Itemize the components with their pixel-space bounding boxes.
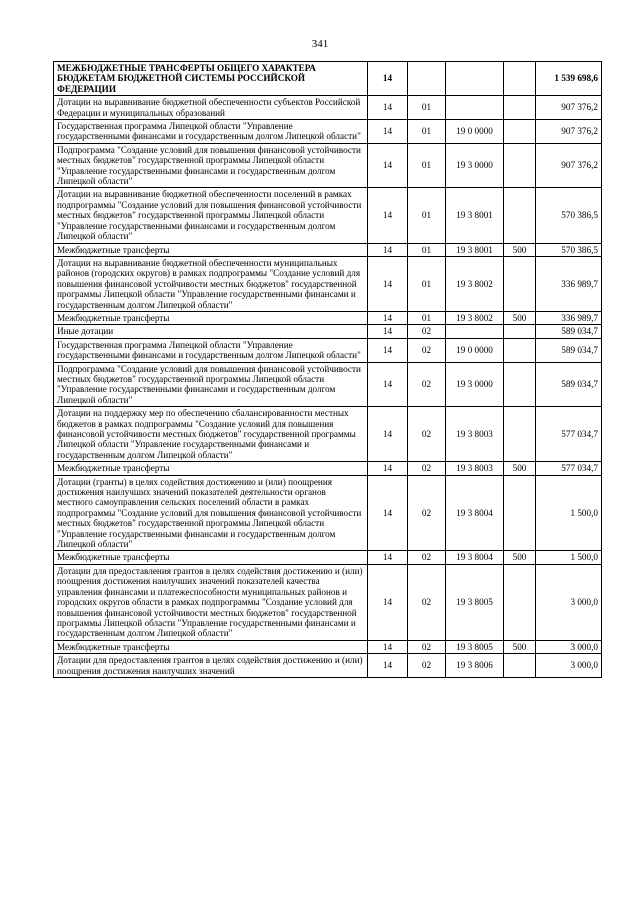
- row-expense-type: 500: [504, 243, 536, 256]
- row-amount: 3 000,0: [536, 564, 602, 640]
- row-amount: 1 500,0: [536, 475, 602, 551]
- row-expense-type: [504, 338, 536, 362]
- row-section: 14: [368, 551, 408, 564]
- row-amount: 589 034,7: [536, 325, 602, 338]
- row-expense-type: [504, 325, 536, 338]
- row-section: 14: [368, 96, 408, 120]
- row-subsection: 02: [408, 551, 446, 564]
- row-section: 14: [368, 407, 408, 462]
- row-expense-type: 500: [504, 640, 536, 653]
- table-row: [54, 256, 602, 311]
- row-section: 14: [368, 243, 408, 256]
- table-row: [54, 188, 602, 243]
- row-target-article: 19 3 8002: [446, 311, 504, 324]
- row-name: Дотации для предоставления грантов в целях содействия достижению и (или) поощрения достижения наилучших значений: [54, 654, 368, 678]
- budget-table: [53, 61, 602, 678]
- row-name: Подпрограмма "Создание условий для повышения финансовой устойчивости местных бюджетов" государственной программы Липецкой области "Управление государственными финансами и государственным долгом Липецкой области": [54, 143, 368, 188]
- row-section: 14: [368, 640, 408, 653]
- row-subsection: 02: [408, 640, 446, 653]
- row-target-article: 19 3 8002: [446, 256, 504, 311]
- row-expense-type: [504, 62, 536, 96]
- row-expense-type: 500: [504, 462, 536, 475]
- row-name: Межбюджетные трансферты: [54, 640, 368, 653]
- row-target-article: 19 0 0000: [446, 120, 504, 144]
- row-section: 14: [368, 143, 408, 188]
- row-amount: 907 376,2: [536, 96, 602, 120]
- row-name: Подпрограмма "Создание условий для повышения финансовой устойчивости местных бюджетов" государственной программы Липецкой области "Управление государственными финансами и государственным долгом Липецкой области": [54, 362, 368, 407]
- row-target-article: 19 3 8001: [446, 188, 504, 243]
- row-expense-type: [504, 362, 536, 407]
- row-section: 14: [368, 564, 408, 640]
- row-subsection: 01: [408, 311, 446, 324]
- row-amount: 577 034,7: [536, 462, 602, 475]
- row-section: 14: [368, 120, 408, 144]
- row-section: 14: [368, 475, 408, 551]
- row-name: Межбюджетные трансферты: [54, 311, 368, 324]
- row-name: Дотации на поддержку мер по обеспечению сбалансированности местных бюджетов в рамках подпрограммы "Создание условий для повышения финансовой устойчивости местных бюджетов" государственной программы Липецкой области "Управление государственными финансами и государственным долгом Липецкой области": [54, 407, 368, 462]
- row-target-article: 19 3 8003: [446, 407, 504, 462]
- row-expense-type: 500: [504, 551, 536, 564]
- row-name: Межбюджетные трансферты: [54, 551, 368, 564]
- row-expense-type: [504, 120, 536, 144]
- row-amount: 570 386,5: [536, 188, 602, 243]
- row-subsection: 01: [408, 256, 446, 311]
- row-target-article: [446, 96, 504, 120]
- table-row: [54, 311, 602, 324]
- table-row: [54, 475, 602, 551]
- row-subsection: 02: [408, 654, 446, 678]
- row-name: Дотации на выравнивание бюджетной обеспеченности субъектов Российской Федерации и муниципальных образований: [54, 96, 368, 120]
- table-row: [54, 243, 602, 256]
- row-expense-type: [504, 96, 536, 120]
- table-row: [54, 143, 602, 188]
- row-section: 14: [368, 654, 408, 678]
- row-section: 14: [368, 62, 408, 96]
- row-target-article: 19 3 8005: [446, 564, 504, 640]
- row-amount: 336 989,7: [536, 256, 602, 311]
- row-subsection: 02: [408, 338, 446, 362]
- row-name: Иные дотации: [54, 325, 368, 338]
- row-name: Дотации на выравнивание бюджетной обеспеченности муниципальных районов (городских округов) в рамках подпрограммы "Создание условий для повышения финансовой устойчивости местных бюджетов" государственной программы Липецкой области "Управление государственными финансами и государственным долгом Липецкой области": [54, 256, 368, 311]
- row-target-article: 19 3 8006: [446, 654, 504, 678]
- row-amount: 336 989,7: [536, 311, 602, 324]
- table-row: [54, 96, 602, 120]
- section-header-row: [54, 62, 602, 96]
- row-subsection: 02: [408, 475, 446, 551]
- row-expense-type: [504, 407, 536, 462]
- row-amount: 1 500,0: [536, 551, 602, 564]
- row-amount: 907 376,2: [536, 143, 602, 188]
- row-name: Межбюджетные трансферты: [54, 462, 368, 475]
- row-target-article: 19 3 8004: [446, 551, 504, 564]
- row-name: Государственная программа Липецкой области "Управление государственными финансами и государственным долгом Липецкой области": [54, 120, 368, 144]
- row-section: 14: [368, 362, 408, 407]
- row-subsection: 01: [408, 96, 446, 120]
- row-subsection: 02: [408, 325, 446, 338]
- row-expense-type: [504, 564, 536, 640]
- table-row: [54, 325, 602, 338]
- table-row: [54, 120, 602, 144]
- row-subsection: 01: [408, 120, 446, 144]
- row-amount: 577 034,7: [536, 407, 602, 462]
- row-target-article: 19 3 8004: [446, 475, 504, 551]
- row-amount: 907 376,2: [536, 120, 602, 144]
- row-subsection: 02: [408, 407, 446, 462]
- row-expense-type: [504, 188, 536, 243]
- row-section: 14: [368, 338, 408, 362]
- row-amount: 3 000,0: [536, 654, 602, 678]
- table-row: [54, 462, 602, 475]
- row-amount: 1 539 698,6: [536, 62, 602, 96]
- row-section: 14: [368, 325, 408, 338]
- row-target-article: 19 3 8001: [446, 243, 504, 256]
- row-name: Дотации (гранты) в целях содействия достижению и (или) поощрения достижения наилучших значений показателей деятельности органов местного самоуправления сельских поселений области в рамках подпрограммы "Создание условий для повышения финансовой устойчивости местных бюджетов" государственной программы Липецкой области "Управление государственными финансами и государственным долгом Липецкой области": [54, 475, 368, 551]
- row-name: МЕЖБЮДЖЕТНЫЕ ТРАНСФЕРТЫ ОБЩЕГО ХАРАКТЕРА БЮДЖЕТАМ БЮДЖЕТНОЙ СИСТЕМЫ РОССИЙСКОЙ ФЕДЕРАЦИИ: [54, 62, 368, 96]
- row-section: 14: [368, 256, 408, 311]
- page-number: 341: [311, 38, 329, 50]
- row-target-article: 19 3 8003: [446, 462, 504, 475]
- row-amount: 570 386,5: [536, 243, 602, 256]
- row-expense-type: [504, 475, 536, 551]
- row-name: Дотации для предоставления грантов в целях содействия достижению и (или) поощрения достижения наилучших значений показателей качества управления финансами и платежеспособности муниципальных районов и городских округов области в рамках подпрограммы "Создание условий для повышения финансовой устойчивости местных бюджетов" государственной программы Липецкой области "Управление государственными финансами и государственным долгом Липецкой области": [54, 564, 368, 640]
- table-row: [54, 551, 602, 564]
- row-expense-type: [504, 143, 536, 188]
- row-expense-type: [504, 256, 536, 311]
- row-subsection: 02: [408, 564, 446, 640]
- row-target-article: 19 3 0000: [446, 143, 504, 188]
- row-target-article: [446, 325, 504, 338]
- row-target-article: 19 0 0000: [446, 338, 504, 362]
- row-target-article: [446, 62, 504, 96]
- row-subsection: 01: [408, 188, 446, 243]
- row-amount: 589 034,7: [536, 338, 602, 362]
- table-row: [54, 338, 602, 362]
- row-amount: 3 000,0: [536, 640, 602, 653]
- row-section: 14: [368, 462, 408, 475]
- row-section: 14: [368, 311, 408, 324]
- row-expense-type: [504, 654, 536, 678]
- row-name: Межбюджетные трансферты: [54, 243, 368, 256]
- row-target-article: 19 3 8005: [446, 640, 504, 653]
- row-section: 14: [368, 188, 408, 243]
- table-row: [54, 640, 602, 653]
- row-target-article: 19 3 0000: [446, 362, 504, 407]
- budget-table-body: [54, 62, 602, 678]
- row-subsection: 02: [408, 362, 446, 407]
- row-name: Дотации на выравнивание бюджетной обеспеченности поселений в рамках подпрограммы "Создание условий для повышения финансовой устойчивости местных бюджетов" государственной программы Липецкой области "Управление государственными финансами и государственным долгом Липецкой области": [54, 188, 368, 243]
- row-subsection: 01: [408, 243, 446, 256]
- row-subsection: 01: [408, 143, 446, 188]
- row-subsection: 02: [408, 462, 446, 475]
- row-expense-type: 500: [504, 311, 536, 324]
- table-row: [54, 564, 602, 640]
- table-row: [54, 362, 602, 407]
- table-row: [54, 654, 602, 678]
- row-amount: 589 034,7: [536, 362, 602, 407]
- row-name: Государственная программа Липецкой области "Управление государственными финансами и государственным долгом Липецкой области": [54, 338, 368, 362]
- row-subsection: [408, 62, 446, 96]
- table-row: [54, 407, 602, 462]
